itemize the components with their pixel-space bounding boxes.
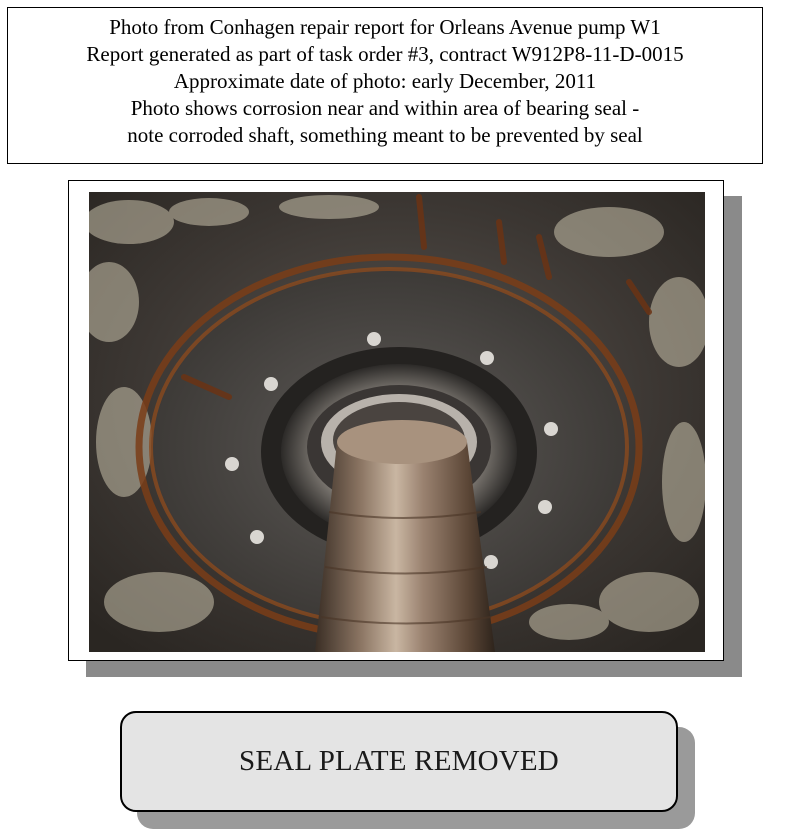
caption-box (7, 7, 763, 164)
photo-label: SEAL PLATE REMOVED (239, 745, 559, 777)
caption-line-2: Report generated as part of task order #3, contract W912P8-11-D-0015 (86, 42, 684, 66)
photo-frame (68, 180, 724, 661)
pump-shaft-photo (89, 192, 705, 652)
caption-line-4: Photo shows corrosion near and within area of bearing seal - (130, 96, 640, 120)
pump-shaft-illustration (89, 192, 705, 652)
photo-label-box (120, 711, 678, 812)
caption-line-3: Approximate date of photo: early December, 2011 (173, 69, 597, 93)
caption-line-1: Photo from Conhagen repair report for Orleans Avenue pump W1 (109, 15, 661, 39)
caption-line-5: note corroded shaft, something meant to be prevented by seal (127, 123, 643, 147)
